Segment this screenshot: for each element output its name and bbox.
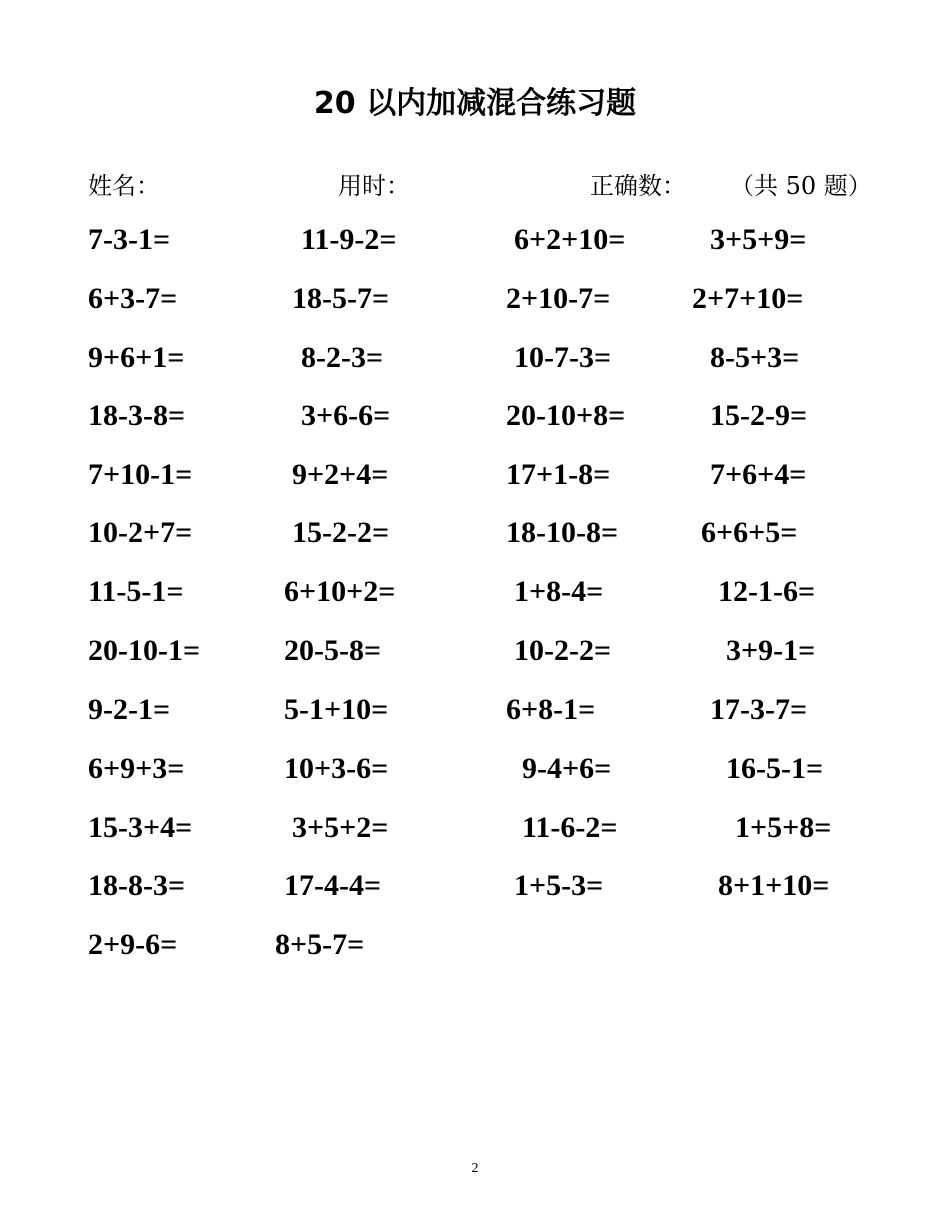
math-problem: 15-2-9= [710,399,808,432]
math-problem: 11-9-2= [301,223,397,256]
math-problem: 3+9-1= [726,634,816,667]
math-problem: 9-2-1= [88,693,171,726]
math-problem: 18-5-7= [292,282,390,315]
math-problem: 6+3-7= [88,282,178,315]
math-problem: 6+8-1= [506,693,596,726]
math-problem: 16-5-1= [726,752,824,785]
worksheet-title: 20 以内加减混合练习题 [313,86,637,121]
math-problem: 8-5+3= [710,341,800,374]
math-problem: 2+9-6= [88,928,178,961]
math-problem: 1+5-3= [514,869,604,902]
math-problem: 10+3-6= [284,752,389,785]
math-problem: 11-5-1= [88,575,184,608]
math-problem: 8+1+10= [718,869,830,902]
math-problem: 9+6+1= [88,341,185,374]
math-problem: 2+7+10= [692,282,804,315]
page-number: 2 [471,1161,479,1176]
math-problem: 18-10-8= [506,516,619,549]
math-problem: 5-1+10= [284,693,389,726]
math-problem: 17+1-8= [506,458,611,491]
math-problem: 15-3+4= [88,811,193,844]
math-problem: 20-5-8= [284,634,382,667]
math-problem: 11-6-2= [522,811,618,844]
math-problem: 3+5+9= [710,223,807,256]
math-problem: 3+5+2= [292,811,389,844]
math-problem: 20-10-1= [88,634,201,667]
math-problem: 17-4-4= [284,869,382,902]
time-label: 用时： [338,172,410,200]
math-problem: 20-10+8= [506,399,626,432]
total-questions-note: （共 50 题） [730,172,872,200]
math-problem: 6+2+10= [514,223,626,256]
math-problem: 7-3-1= [88,223,171,256]
math-problem: 8+5-7= [275,928,365,961]
math-problem: 9-4+6= [522,752,612,785]
math-problem: 10-7-3= [514,341,612,374]
name-label: 姓名： [88,172,160,200]
math-problem: 7+10-1= [88,458,193,491]
math-problem: 10-2-2= [514,634,612,667]
math-problem: 6+6+5= [701,516,798,549]
math-problem: 6+10+2= [284,575,396,608]
math-problem: 15-2-2= [292,516,390,549]
math-problem: 2+10-7= [506,282,611,315]
math-problem: 17-3-7= [710,693,808,726]
math-problem: 3+6-6= [301,399,391,432]
math-problem: 8-2-3= [301,341,384,374]
math-problem: 18-8-3= [88,869,186,902]
math-problem: 1+8-4= [514,575,604,608]
math-problem: 10-2+7= [88,516,193,549]
correct-count-label: 正确数： [590,172,686,200]
math-problem: 18-3-8= [88,399,186,432]
math-problem: 9+2+4= [292,458,389,491]
math-problem: 1+5+8= [735,811,832,844]
math-problem: 7+6+4= [710,458,807,491]
math-problem: 12-1-6= [718,575,816,608]
math-problem: 6+9+3= [88,752,185,785]
